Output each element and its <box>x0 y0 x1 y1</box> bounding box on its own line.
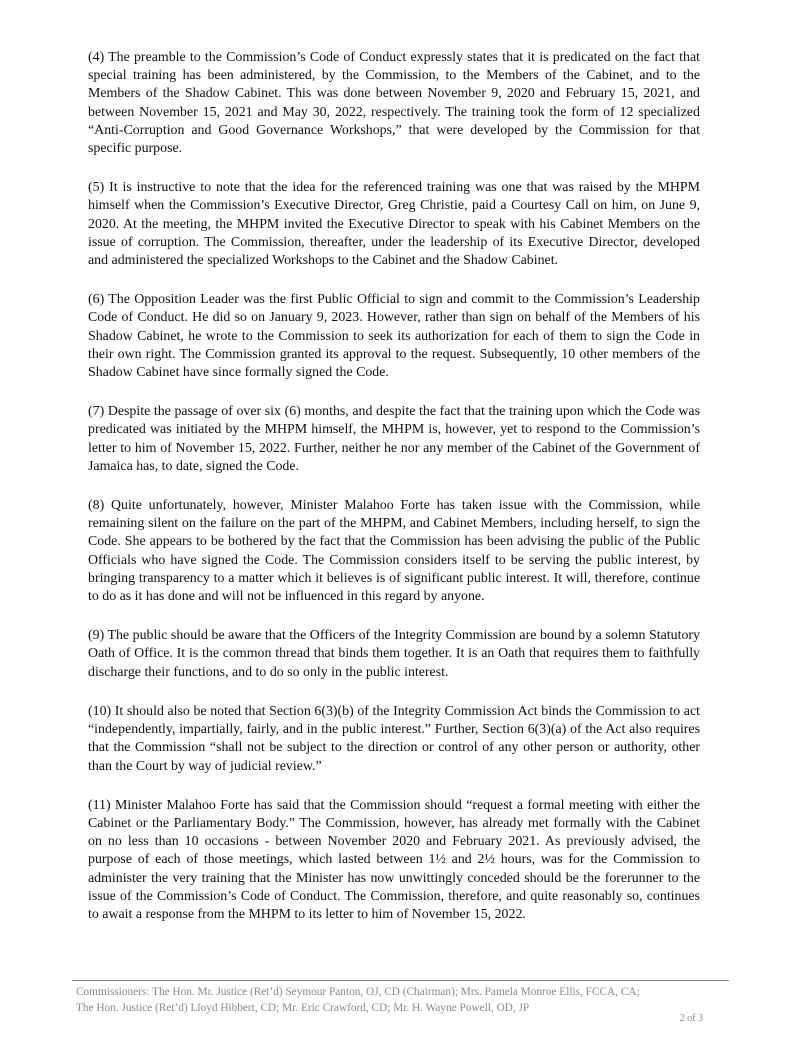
paragraph-8: (8) Quite unfortunately, however, Minister Malahoo Forte has taken issue with the Commission, while remaining silent on the failure on the part of the MHPM, and Cabinet Members, including herself, to sign the Code. She appears to be bothered by the fact that the Commission has been advising the public of the Public Officials who have signed the Code. The Commission considers itself to be serving the public interest, by bringing transparency to a matter which it believes is of significant public interest. It will, therefore, continue to do as it has done and will not be influenced in this regard by anyone. <box>88 498 700 605</box>
paragraph-9: (9) The public should be aware that the Officers of the Integrity Commission are bound by a solemn Statutory Oath of Office. It is the common thread that binds them together. It is an Oath that requires them to faithfully discharge their functions, and to do so only in the public interest. <box>88 628 700 680</box>
paragraph-10: (10) It should also be noted that Section 6(3)(b) of the Integrity Commission Act binds the Commission to act “independently, impartially, fairly, and in the public interest.” Further, Section 6(3)(a) of the Act also requires that the Commission “shall not be subject to the direction or control of any other person or authority, other than the Court by way of judicial review.” <box>88 703 700 774</box>
footer-divider <box>72 980 729 981</box>
document-body <box>88 49 700 945</box>
paragraph-6: (6) The Opposition Leader was the first Public Official to sign and commit to the Commission’s Leadership Code of Conduct. He did so on January 9, 2023. However, rather than sign on behalf of the Members of his Shadow Cabinet, he wrote to the Commission to seek its authorization for each of them to sign the Code in their own right. The Commission granted its approval to the request. Subsequently, 10 other members of the Shadow Cabinet have since formally signed the Code. <box>88 292 700 381</box>
paragraph-4: (4) The preamble to the Commission’s Code of Conduct expressly states that it is predicated on the fact that special training has been administered, by the Commission, to the Members of the Cabinet, and to the Members of the Shadow Cabinet. This was done between November 9, 2020 and February 15, 2021, and between November 15, 2021 and May 30, 2022, respectively. The training took the form of 12 specialized “Anti-Corruption and Good Governance Workshops,” that were developed by the Commission for that specific purpose. <box>88 50 700 157</box>
footer-commissioners-line-2: The Hon. Justice (Ret’d) Lloyd Hibbert, CD; Mr. Eric Crawford, CD; Mr. H. Wayne Powell, OD, JP <box>76 1002 530 1014</box>
paragraph-7: (7) Despite the passage of over six (6) months, and despite the fact that the training upon which the Code was predicated was initiated by the MHPM himself, the MHPM is, however, yet to respond to the Commission’s letter to him of November 15, 2022. Further, neither he nor any member of the Cabinet of the Government of Jamaica has, to date, signed the Code. <box>88 404 700 474</box>
footer-commissioners-line-1: Commissioners: The Hon. Mr. Justice (Ret’d) Seymour Panton, OJ, CD (Chairman); Mrs. Pamela Monroe Ellis, FCCA, CA; <box>76 986 640 998</box>
footer-commissioners <box>76 984 726 1016</box>
paragraph-5: (5) It is instructive to note that the idea for the referenced training was one that was raised by the MHPM himself when the Commission’s Executive Director, Greg Christie, paid a Courtesy Call on him, on June 9, 2020. At the meeting, the MHPM invited the Executive Director to speak with his Cabinet Members on the issue of corruption. The Commission, thereafter, under the leadership of its Executive Director, developed and administered the specialized Workshops to the Cabinet and the Shadow Cabinet. <box>88 180 700 269</box>
page-number: 2 of 3 <box>679 1013 703 1024</box>
paragraph-11: (11) Minister Malahoo Forte has said that the Commission should “request a formal meeting with either the Cabinet or the Parliamentary Body.” The Commission, however, has already met formally with the Cabinet on no less than 10 occasions - between November 2020 and February 2021. As previously advised, the purpose of each of those meetings, which lasted between 1½ and 2½ hours, was for the Commission to administer the very training that the Minister has now unwittingly conceded should be the forerunner to the issue of the Commission’s Code of Conduct. The Commission, therefore, and quite reasonably so, continues to await a response from the MHPM to its letter to him of November 15, 2022. <box>88 797 700 922</box>
